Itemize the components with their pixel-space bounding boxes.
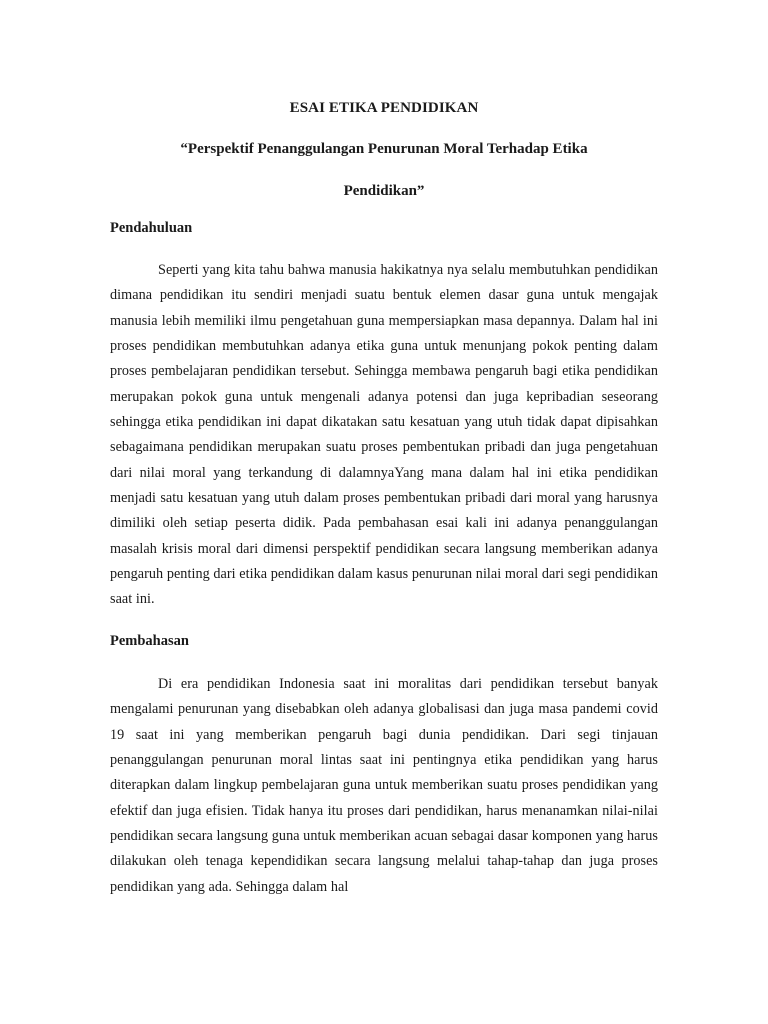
section-paragraph-pembahasan: Di era pendidikan Indonesia saat ini moralitas dari pendidikan tersebut banyak mengalami penurunan yang disebabkan oleh adanya globalisasi dan juga masa pandemi covid 19 saat ini yang memberikan pengaruh bagi dunia pendidikan. Dari segi tinjauan penanggulangan penurunan moral lintas saat ini pentingnya etika pendidikan yang harus diterapkan dalam lingkup pembelajaran guna untuk memberikan suatu proses pendidikan yang efektif dan juga efisien. Tidak hanya itu proses dari pendidikan, harus menanamkan nilai-nilai pendidikan secara langsung guna untuk memberikan acuan sebagai dasar komponen yang harus dilakukan oleh tenaga kependidikan secara langsung melalui tahap-tahap dan juga proses pendidikan yang ada. Sehingga dalam hal bbox=[110, 675, 658, 895]
section-heading-pendahuluan: Pendahuluan bbox=[110, 220, 193, 236]
document-title: ESAI ETIKA PENDIDIKAN bbox=[289, 100, 479, 116]
document-subtitle-line-1: “Perspektif Penanggulangan Penurunan Moral Terhadap Etika bbox=[180, 141, 588, 157]
document-body bbox=[110, 98, 658, 900]
section-heading-pembahasan: Pembahasan bbox=[110, 632, 189, 649]
document-subtitle-line-2: Pendidikan” bbox=[343, 183, 425, 199]
section-paragraph-pendahuluan: Seperti yang kita tahu bahwa manusia hakikatnya nya selalu membutuhkan pendidikan dimana pendidikan itu sendiri menjadi suatu bentuk elemen dasar guna untuk mengajak manusia lebih memiliki ilmu pengetahuan guna mempersiapkan masa depannya. Dalam hal ini proses pendidikan membutuhkan adanya etika guna untuk menunjang pokok penting dalam proses pembelajaran pendidikan tersebut. Sehingga membawa pengaruh bagi etika pendidikan merupakan pokok guna untuk mengenali adanya potensi dan juga kepribadian seseorang sehingga etika pendidikan ini dapat dikatakan satu kesatuan yang utuh tidak dapat dipisahkan sebagaimana pendidikan merupakan suatu proses pembentukan pribadi dan juga pengetahuan dari nilai moral yang terkandung di dalamnyaYang mana dalam hal ini etika pendidikan menjadi satu kesatuan yang utuh dalam proses pembentukan pribadi dari moral yang harusnya dimiliki oleh setiap peserta didik. Pada pembahasan esai kali ini adanya penanggulangan masalah krisis moral dari dimensi perspektif pendidikan secara langsung memberikan adanya pengaruh penting dari etika pendidikan dalam kasus penurunan nilai moral dari segi pendidikan saat ini. bbox=[110, 262, 658, 608]
